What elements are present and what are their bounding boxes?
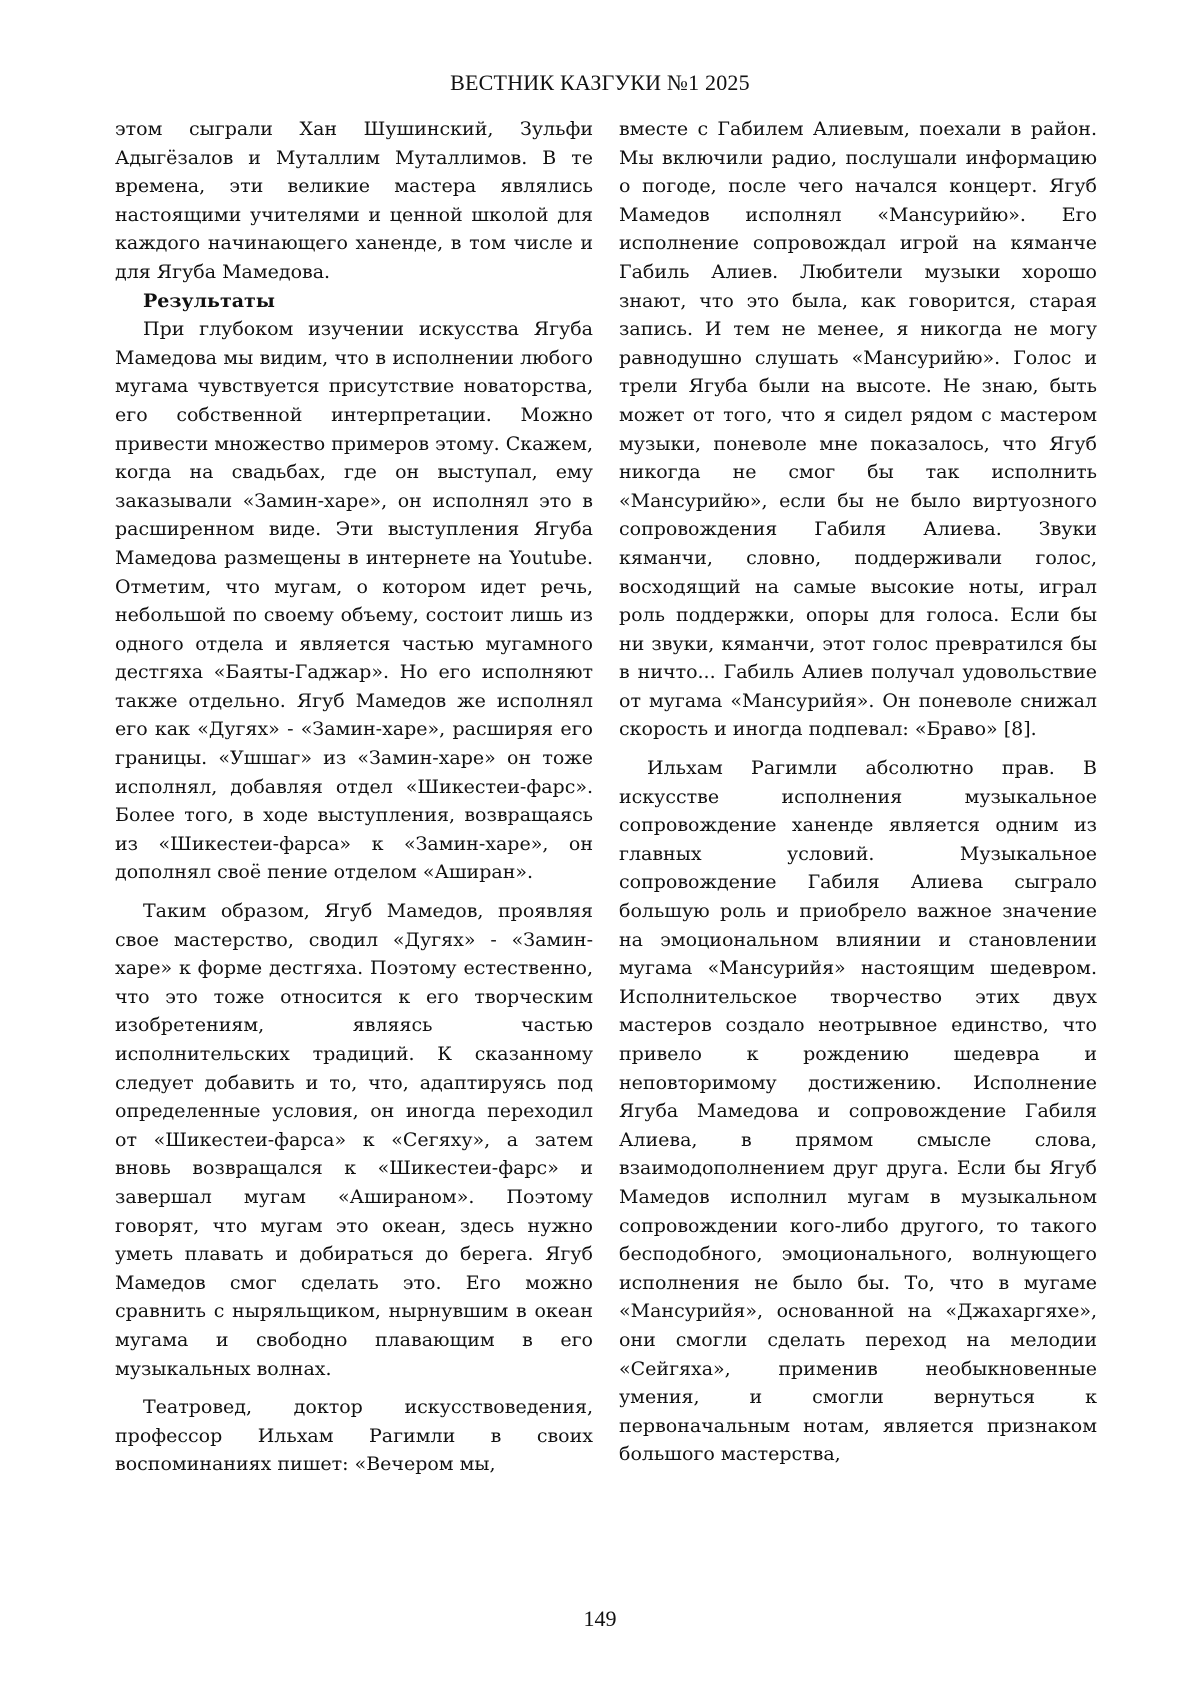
- section-heading: Результаты: [143, 289, 275, 312]
- paragraph: Таким образом, Ягуб Мамедов, проявляя свое мастерство, сводил «Дугях» - «Замин-харе» к форме дестгяха. Поэтому естественно, что это тоже относится к его творческим изобретениям, являясь частью исполнительских традиций. К сказанному следует добавить и то, что, адаптируясь под определенные условия, он иногда переходил от «Шикестеи-фарса» к «Сегяху», а затем вновь возвращался к «Шикестеи-фарс» и завершал мугам «Ашираном». Поэтому говорят, что мугам это океан, здесь нужно уметь плавать и добираться до берега. Ягуб Мамедов смог сделать это. Его можно сравнить с ныряльщиком, нырнувшим в океан мугама и свободно плавающим в его музыкальных волнах.: [115, 900, 593, 1380]
- paragraph: При глубоком изучении искусства Ягуба Мамедова мы видим, что в исполнении любого мугама чувствуется присутствие новаторства, его собственной интерпретации. Можно привести множество примеров этому. Скажем, когда на свадьбах, где он выступал, ему заказывали «Замин-харе», он исполнял это в расширенном виде. Эти выступления Ягуба Мамедова размещены в интернете на Youtube. Отметим, что мугам, о котором идет речь, небольшой по своему объему, состоит лишь из одного отдела и является частью мугамного дестгяха «Баяты-Гаджар». Но его исполняют также отдельно. Ягуб Мамедов же исполнял его как «Дугях» - «Замин-харе», расширяя его границы. «Ушшаг» из «Замин-харе» он тоже исполнял, добавляя отдел «Шикестеи-фарс». Более того, в ходе выступления, возвращаясь из «Шикестеи-фарса» к «Замин-харе», он дополнял своё пение отделом «Аширан».: [115, 318, 593, 884]
- paragraph: вместе с Габилем Алиевым, поехали в район. Мы включили радио, послушали информацию о погоде, после чего начался концерт. Ягуб Мамедов исполнял «Мансурийю». Его исполнение сопровождал игрой на кяманче Габиль Алиев. Любители музыки хорошо знают, что это была, как говорится, старая запись. И тем не менее, я никогда не могу равнодушно слушать «Мансурийю». Голос и трели Ягуба были на высоте. Не знаю, быть может от того, что я сидел рядом с мастером музыки, поневоле мне показалось, что Ягуб никогда не смог бы так исполнить «Мансурийю», если бы не было виртуозного сопровождения Габиля Алиева. Звуки кяманчи, словно, поддерживали голос, восходящий на самые высокие ноты, играл роль поддержки, опоры для голоса. Если бы ни звуки, кяманчи, этот голос превратился бы в ничто... Габиль Алиев получал удовольствие от мугама «Мансурийя». Он поневоле снижал скорость и иногда подпевал: «Браво» [8].: [619, 118, 1097, 741]
- paragraph: Ильхам Рагимли абсолютно прав. В искусстве исполнения музыкальное сопровождение ханенде является одним из главных условий. Музыкальное сопровождение Габиля Алиева сыграло большую роль и приобрело важное значение на эмоциональном влиянии и становлении мугама «Мансурийя» настоящим шедевром. Исполнительское творчество этих двух мастеров создало неотрывное единство, что привело к рождению шедевра и неповторимому достижению. Исполнение Ягуба Мамедова и сопровождение Габиля Алиева, в прямом смысле слова, взаимодополнением друг друга. Если бы Ягуб Мамедов исполнил мугам в музыкальном сопровождении кого-либо другого, то такого бесподобного, эмоционального, волнующего исполнения не было бы. То, что в мугаме «Мансурийя», основанной на «Джахаргяхе», они смогли сделать переход на мелодии «Сейгяха», применив необыкновенные умения, и смогли вернуться к первоначальным нотам, является признаком большого мастерства,: [619, 757, 1097, 1466]
- paragraph: Театровед, доктор искусствоведения, профессор Ильхам Рагимли в своих воспоминаниях пишет: «Вечером мы,: [115, 1396, 593, 1476]
- journal-header: ВЕСТНИК КАЗГУКИ №1 2025: [450, 70, 750, 95]
- right-column: [619, 115, 1097, 1469]
- paragraph: этом сыграли Хан Шушинский, Зульфи Адыгёзалов и Муталлим Муталлимов. В те времена, эти великие мастера являлись настоящими учителями и ценной школой для каждого начинающего ханенде, в том числе и для Ягуба Мамедова.: [115, 118, 593, 283]
- left-column: [115, 115, 593, 1479]
- page-number: 149: [583, 1606, 617, 1631]
